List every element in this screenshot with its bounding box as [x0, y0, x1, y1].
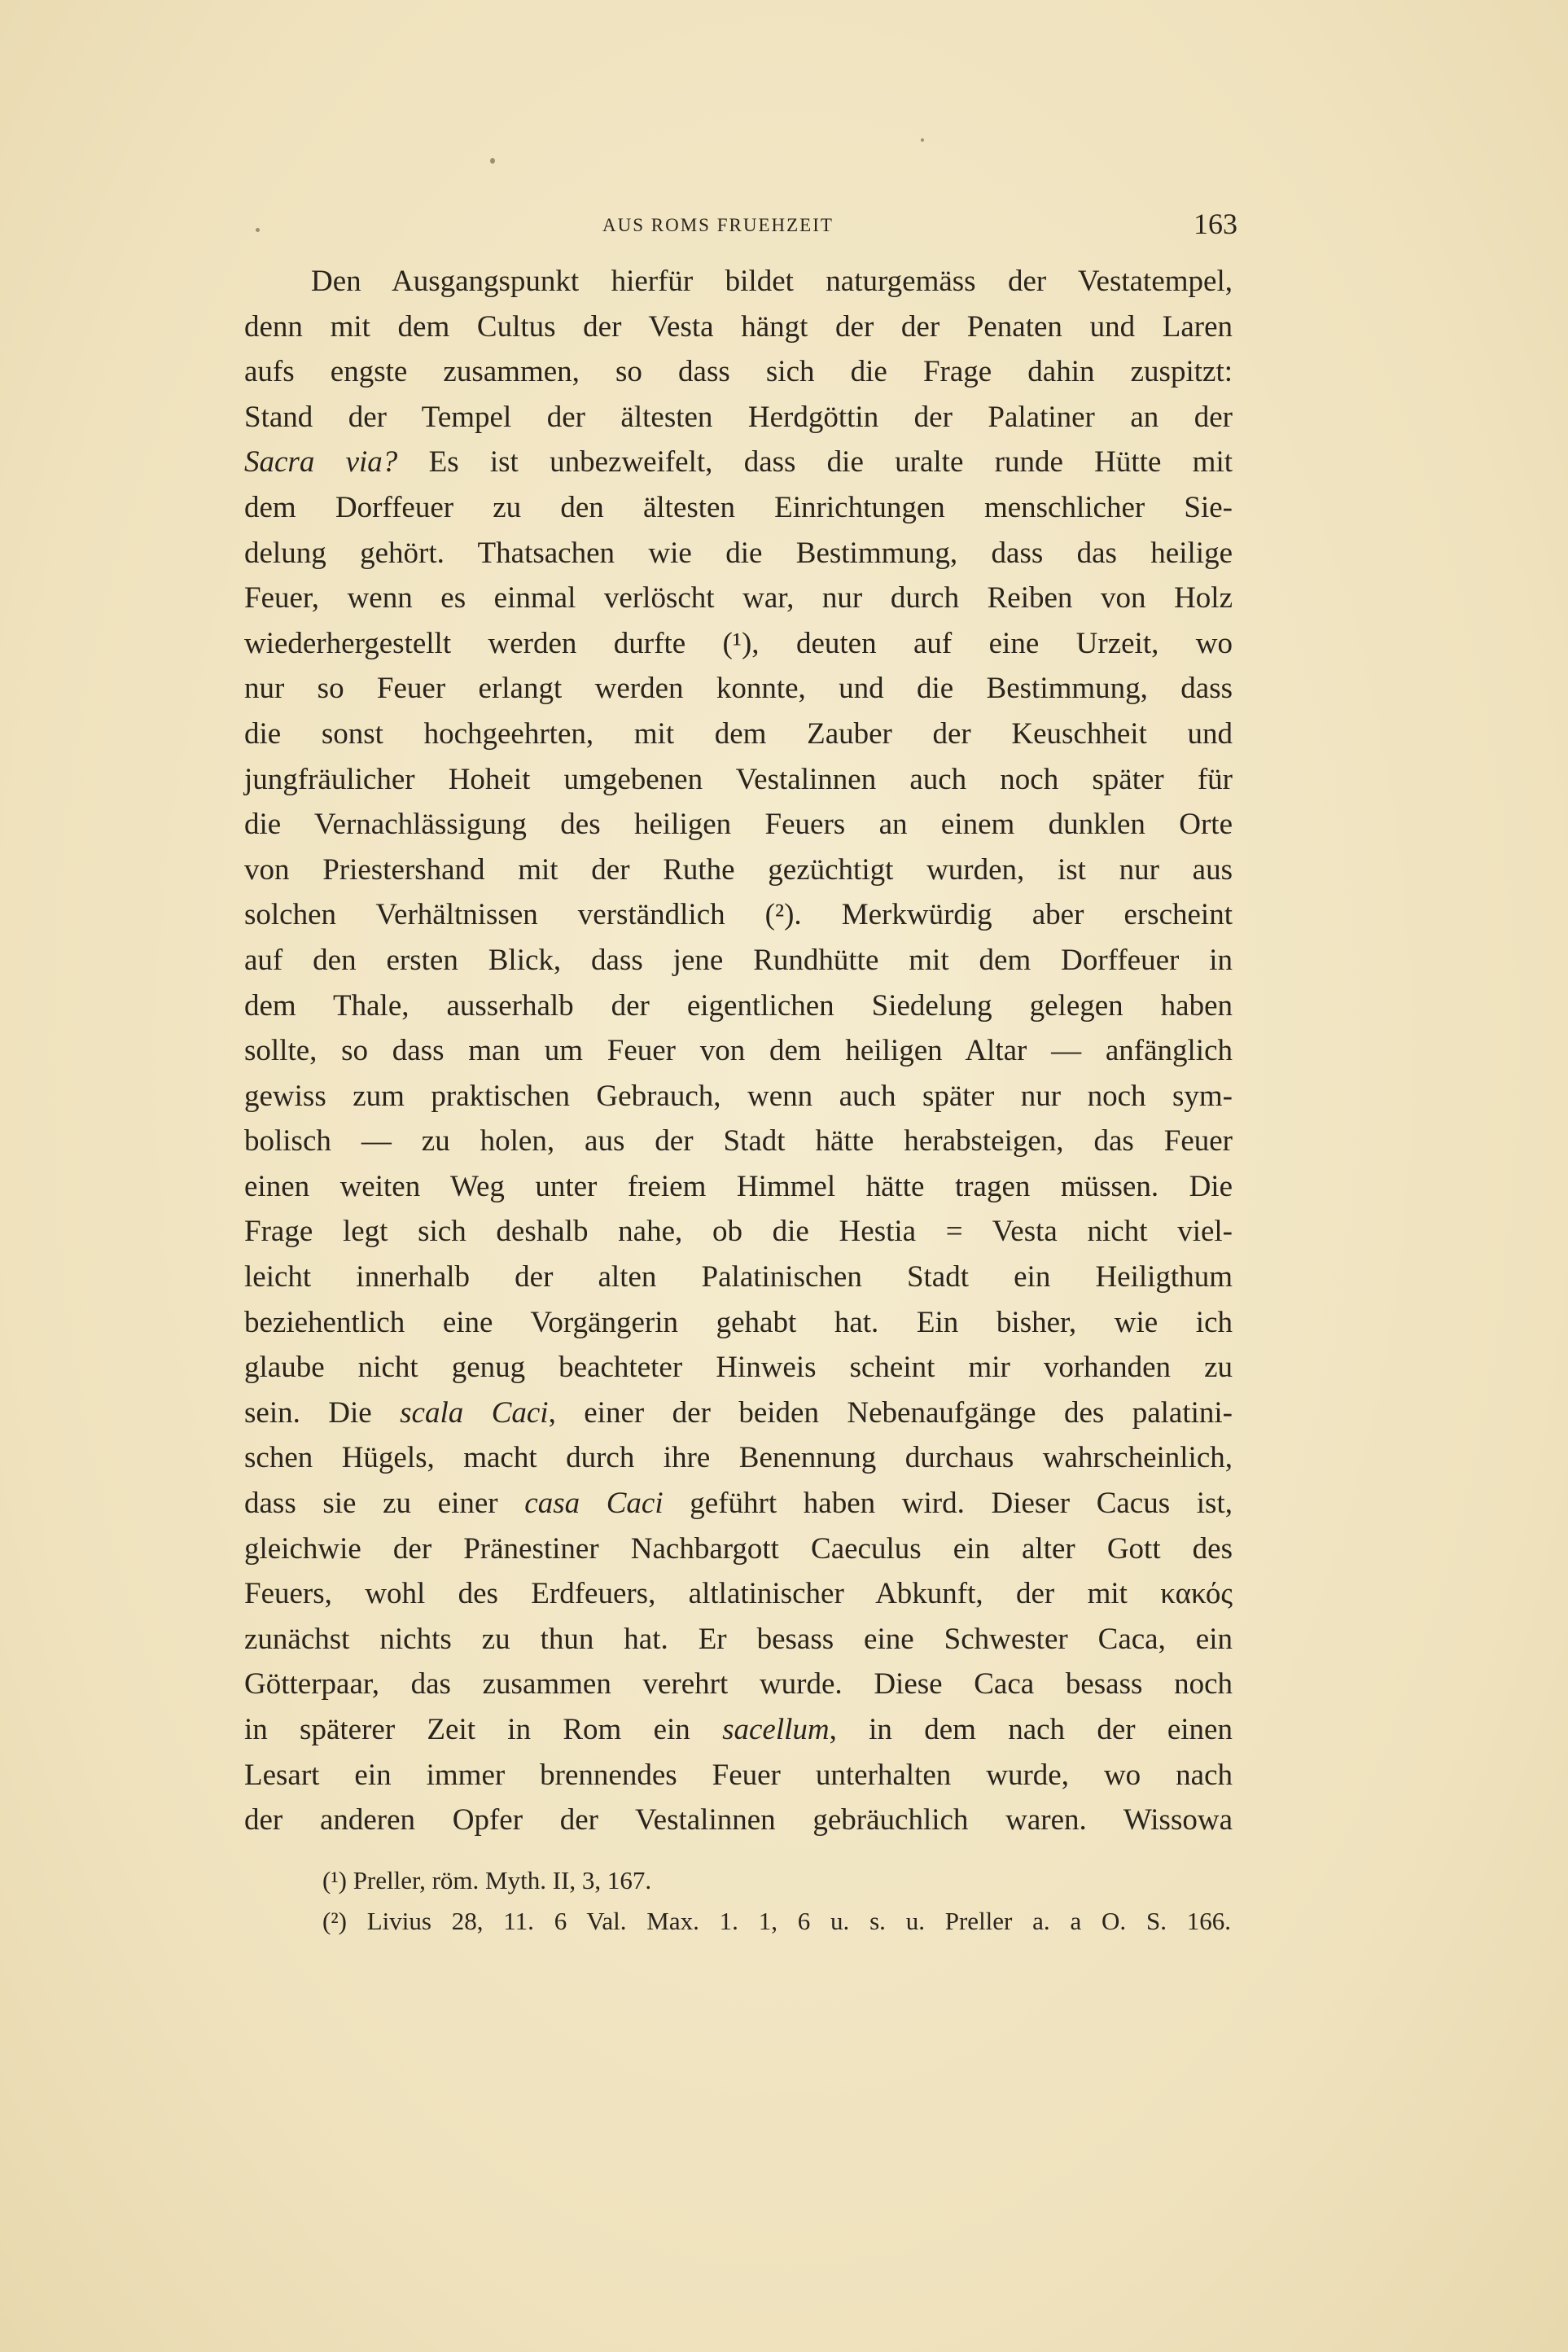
text-segment: geführt haben wird. Dieser Cacus ist, — [663, 1487, 1233, 1521]
text-line — [244, 621, 1233, 667]
running-title: AUS ROMS FRUEHZEIT — [602, 215, 834, 235]
text-segment: beziehentlich eine Vorgängerin gehabt hat. Ein bisher, wie ich — [244, 1305, 1233, 1339]
text-line — [244, 666, 1233, 712]
text-line — [244, 1571, 1233, 1617]
text-line — [244, 1119, 1233, 1164]
text-line — [244, 1798, 1233, 1843]
text-line — [244, 1435, 1233, 1481]
text-segment: bolisch — zu holen, aus der Stadt hätte herabsteigen, das Feuer — [244, 1124, 1233, 1158]
text-segment: aufs engste zusammen, so dass sich die Frage dahin zuspitzt: — [244, 355, 1233, 389]
text-line — [244, 1345, 1233, 1391]
ink-speck — [490, 158, 495, 164]
running-head — [244, 208, 1237, 246]
text-line — [244, 802, 1233, 848]
text-segment: sein. Die — [244, 1395, 401, 1430]
text-segment: nur so Feuer erlangt werden konnte, und die Bestimmung, dass — [244, 672, 1233, 706]
text-segment: der anderen Opfer der Vestalinnen gebräuchlich waren. Wissowa — [244, 1803, 1233, 1837]
text-line — [244, 1074, 1233, 1119]
text-line — [244, 395, 1233, 440]
footnotes — [322, 1860, 1231, 1942]
text-segment: Stand der Tempel der ältesten Herdgöttin der Palatiner an der — [244, 400, 1233, 434]
body-text — [244, 259, 1233, 1843]
text-segment: Feuers, wohl des Erdfeuers, altlatinischer Abkunft, der mit κακός — [244, 1577, 1233, 1611]
text-line — [244, 259, 1233, 304]
text-segment: Den Ausgangspunkt hierfür bildet naturgemäss der Vestatempel, — [311, 265, 1233, 298]
text-segment: denn mit dem Cultus der Vesta hängt der der Penaten und Laren — [244, 309, 1233, 344]
text-line — [244, 1028, 1233, 1074]
text-segment: die sonst hochgeehrten, mit dem Zauber der Keuschheit und — [244, 716, 1233, 751]
text-segment: gewiss zum praktischen Gebrauch, wenn auch später nur noch sym- — [244, 1079, 1233, 1113]
text-line — [244, 1707, 1233, 1753]
italic-term: sacellum — [722, 1713, 830, 1746]
text-segment: die Vernachlässigung des heiligen Feuers an einem dunklen Orte — [244, 808, 1233, 842]
text-line — [244, 1164, 1233, 1210]
page-number: 163 — [1194, 208, 1237, 240]
text-segment: Götterpaar, das zusammen verehrt wurde. Diese Caca besass noch — [244, 1667, 1233, 1702]
text-segment: in späterer Zeit in Rom ein — [244, 1713, 723, 1746]
text-segment: Feuer, wenn es einmal verlöscht war, nur durch Reiben von Holz — [244, 581, 1233, 615]
italic-term: casa Caci — [524, 1487, 664, 1521]
text-line — [244, 757, 1233, 803]
text-line — [244, 576, 1233, 621]
text-line — [244, 1481, 1233, 1526]
ink-speck — [921, 138, 924, 142]
text-line — [244, 983, 1233, 1029]
text-line — [244, 712, 1233, 757]
text-segment: leicht innerhalb der alten Palatinischen Stadt ein Heiligthum — [244, 1260, 1233, 1294]
text-line — [244, 1300, 1233, 1346]
text-segment: einen weiten Weg unter freiem Himmel hätte tragen müssen. Die — [244, 1169, 1233, 1203]
text-line — [244, 1255, 1233, 1300]
text-line — [244, 848, 1233, 893]
text-segment: auf den ersten Blick, dass jene Rundhütte mit dem Dorffeuer in — [244, 943, 1233, 977]
footnote-2: (²) Livius 28, 11. 6 Val. Max. 1. 1, 6 u. s. u. Preller a. a O. S. 166. — [322, 1907, 1231, 1935]
text-segment: wiederhergestellt werden durfte (¹), deuten auf eine Urzeit, wo — [244, 626, 1233, 660]
text-line — [244, 485, 1233, 531]
text-line — [244, 892, 1233, 938]
text-line — [244, 440, 1233, 485]
text-line — [244, 1209, 1233, 1255]
text-segment: Es ist unbezweifelt, dass die uralte runde Hütte mit — [397, 445, 1233, 480]
text-segment: dem Thale, ausserhalb der eigentlichen Siedelung gelegen haben — [244, 988, 1233, 1023]
footnote-1: (¹) Preller, röm. Myth. II, 3, 167. — [322, 1866, 652, 1894]
italic-term: Sacra via? — [244, 445, 398, 480]
text-line — [244, 1391, 1233, 1436]
text-segment: , einer der beiden Nebenaufgänge des palatini- — [548, 1395, 1233, 1430]
text-line — [244, 304, 1233, 350]
text-segment: schen Hügels, macht durch ihre Benennung durchaus wahrscheinlich, — [244, 1441, 1233, 1475]
text-segment: Frage legt sich deshalb nahe, ob die Hestia = Vesta nicht viel- — [244, 1215, 1233, 1249]
text-segment: jungfräulicher Hoheit umgebenen Vestalinnen auch noch später für — [244, 762, 1233, 796]
text-line — [244, 1753, 1233, 1798]
text-segment: zunächst nichts zu thun hat. Er besass eine Schwester Caca, ein — [244, 1622, 1233, 1656]
text-segment: gleichwie der Pränestiner Nachbargott Caeculus ein alter Gott des — [244, 1531, 1233, 1566]
text-segment: von Priestershand mit der Ruthe gezüchtigt wurden, ist nur aus — [244, 852, 1233, 887]
text-line — [244, 531, 1233, 576]
text-segment: solchen Verhältnissen verständlich (²). Merkwürdig aber erscheint — [244, 898, 1233, 932]
text-segment: glaube nicht genug beachteter Hinweis scheint mir vorhanden zu — [244, 1351, 1233, 1385]
text-segment: dem Dorffeuer zu den ältesten Einrichtungen menschlicher Sie- — [244, 490, 1233, 524]
text-line — [244, 1662, 1233, 1707]
text-segment: dass sie zu einer — [244, 1487, 525, 1521]
italic-term: scala Caci — [400, 1395, 549, 1430]
text-line — [244, 349, 1233, 395]
text-line — [244, 1617, 1233, 1662]
text-segment: delung gehört. Thatsachen wie die Bestimmung, dass das heilige — [244, 536, 1233, 570]
text-segment: , in dem nach der einen — [829, 1713, 1233, 1746]
text-segment: Lesart ein immer brennendes Feuer unterhalten wurde, wo nach — [244, 1758, 1233, 1792]
text-line — [244, 1526, 1233, 1572]
text-line — [244, 938, 1233, 983]
text-segment: sollte, so dass man um Feuer von dem heiligen Altar — anfänglich — [244, 1034, 1233, 1068]
